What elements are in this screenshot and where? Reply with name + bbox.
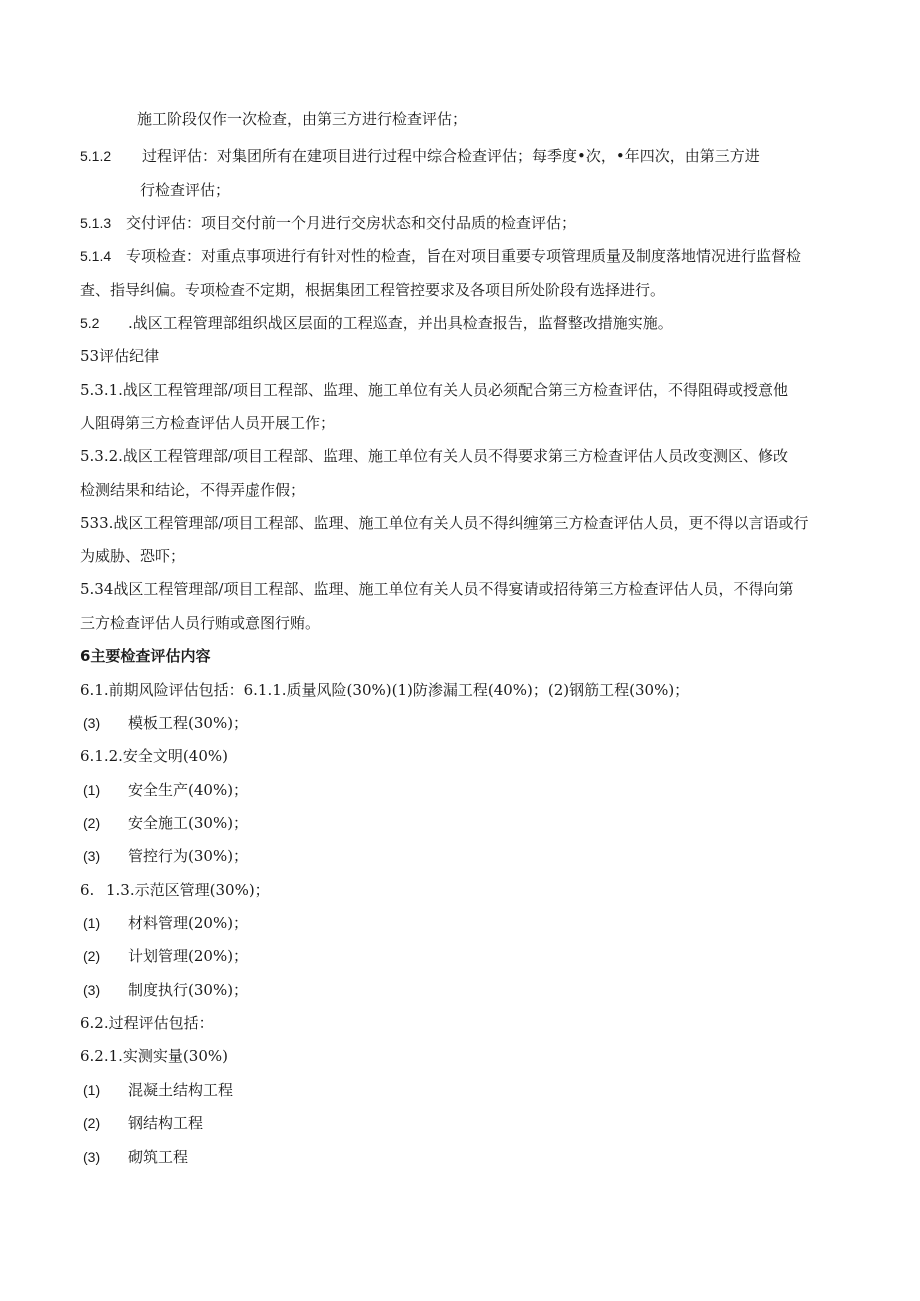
list-item-number: (2) bbox=[83, 948, 101, 964]
list-item-number: (1) bbox=[83, 1082, 101, 1098]
paragraph-text: 交付评估：项目交付前一个月进行交房状态和交付品质的检查评估； bbox=[126, 214, 577, 232]
paragraph-5-1-3 bbox=[80, 213, 576, 233]
list-item: 制度执行(30%)； bbox=[128, 981, 249, 999]
paragraph-5-3-3: 533.战区工程管理部/项目工程部、监理、施工单位有关人员不得纠缠第三方检查评估人员，更不得以言语或行 bbox=[80, 514, 809, 532]
section-number: 5.2 bbox=[80, 315, 100, 331]
section-heading-5-3: 53评估纪律 bbox=[80, 347, 160, 365]
paragraph-text: .战区工程管理部组织战区层面的工程巡查，并出具检查报告，监督整改措施实施。 bbox=[128, 314, 673, 332]
paragraph-5-3-2: 5.3.2.战区工程管理部/项目工程部、监理、施工单位有关人员不得要求第三方检查评估人员改变测区、修改 bbox=[80, 447, 788, 465]
list-item: 混凝土结构工程 bbox=[128, 1081, 234, 1099]
paragraph-text: 专项检查：对重点事项进行有针对性的检查，旨在对项目重要专项管理质量及制度落地情况进行监督检 bbox=[126, 247, 802, 265]
paragraph-5-1-4 bbox=[80, 246, 801, 266]
list-item: 安全施工(30%)； bbox=[128, 814, 249, 832]
paragraph-5-1-2 bbox=[80, 146, 760, 166]
section-number: 5.1.2 bbox=[80, 148, 112, 164]
paragraph-5-3-1: 5.3.1.战区工程管理部/项目工程部、监理、施工单位有关人员必须配合第三方检查评估，不得阻碍或授意他 bbox=[80, 381, 788, 399]
list-item-number: (1) bbox=[83, 915, 101, 931]
paragraph-continuation: 为威胁、恐吓； bbox=[80, 547, 186, 565]
paragraph: 施工阶段仅作一次检查，由第三方进行检查评估； bbox=[137, 110, 468, 128]
list-item: 钢结构工程 bbox=[128, 1114, 204, 1132]
section-heading-6: 6主要检查评估内容 bbox=[80, 647, 211, 665]
list-item-number: (3) bbox=[83, 715, 101, 731]
paragraph-6-1-2: 6.1.2.安全文明(40%) bbox=[80, 747, 228, 765]
list-item: 砌筑工程 bbox=[128, 1148, 189, 1166]
paragraph-continuation: 行检查评估； bbox=[140, 181, 231, 199]
paragraph-text: 1.3.示范区管理(30%)； bbox=[106, 881, 270, 899]
section-number: 5.1.4 bbox=[80, 248, 112, 264]
paragraph-5-3-4: 5.34战区工程管理部/项目工程部、监理、施工单位有关人员不得宴请或招待第三方检查评估人员，不得向第 bbox=[80, 580, 794, 598]
list-item: 计划管理(20%)； bbox=[128, 947, 249, 965]
paragraph-continuation: 人阻碍第三方检查评估人员开展工作； bbox=[80, 414, 336, 432]
paragraph-6-1: 6.1.前期风险评估包括：6.1.1.质量风险(30%)(1)防渗漏工程(40%)；(2)钢筋工程(30%)； bbox=[80, 681, 690, 699]
list-item: 管控行为(30%)； bbox=[128, 847, 249, 865]
section-number: 5.1.3 bbox=[80, 215, 112, 231]
list-item-number: (3) bbox=[83, 1149, 101, 1165]
paragraph-6-2-1: 6.2.1.实测实量(30%) bbox=[80, 1047, 228, 1065]
paragraph-continuation: 检测结果和结论，不得弄虚作假； bbox=[80, 481, 306, 499]
paragraph-6-2: 6.2.过程评估包括： bbox=[80, 1014, 214, 1032]
list-item-number: (3) bbox=[83, 848, 101, 864]
list-item: 模板工程(30%)； bbox=[128, 714, 249, 732]
paragraph-6-1-3 bbox=[80, 880, 270, 900]
list-item-number: (1) bbox=[83, 782, 101, 798]
list-item-number: (2) bbox=[83, 1115, 101, 1131]
list-item: 材料管理(20%)； bbox=[128, 914, 249, 932]
paragraph-5-2 bbox=[80, 313, 673, 333]
section-number-part: 6. bbox=[80, 881, 95, 899]
paragraph-continuation: 三方检查评估人员行贿或意图行贿。 bbox=[80, 614, 321, 632]
list-item: 安全生产(40%)； bbox=[128, 781, 249, 799]
paragraph-continuation: 查、指导纠偏。专项检查不定期，根据集团工程管控要求及各项目所处阶段有选择进行。 bbox=[80, 281, 666, 299]
list-item-number: (3) bbox=[83, 982, 101, 998]
list-item-number: (2) bbox=[83, 815, 101, 831]
paragraph-text: 过程评估：对集团所有在建项目进行过程中综合检查评估；每季度•次，•年四次，由第三方进 bbox=[142, 147, 760, 165]
